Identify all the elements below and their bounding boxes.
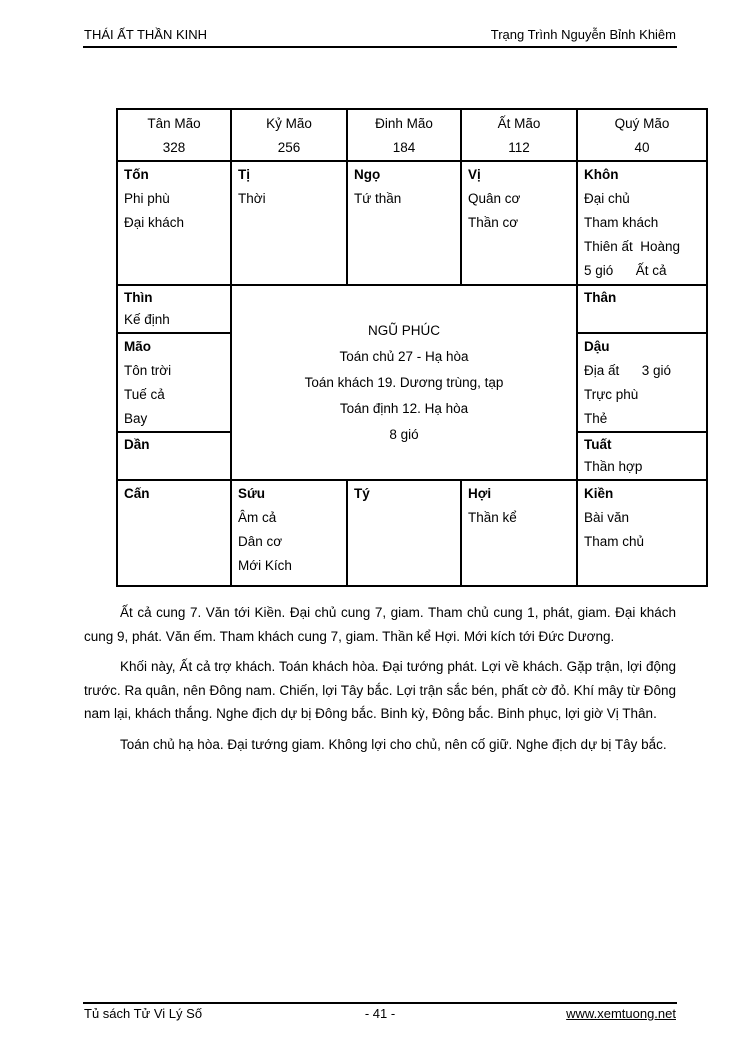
cell-kien — [577, 480, 707, 586]
cell-vi — [461, 161, 577, 285]
year-name: Đinh Mão — [375, 116, 433, 131]
palace-line: Âm cả — [238, 510, 277, 525]
palace-line: Thần hợp — [584, 459, 643, 474]
year-cell-at-mao — [461, 109, 577, 161]
cell-dan — [117, 432, 231, 480]
cell-can — [117, 480, 231, 586]
palace-line: Tứ thần — [354, 191, 402, 206]
palace-line: Địa ất 3 gió — [584, 363, 672, 378]
palace-line: Trực phù — [584, 387, 639, 402]
website-link[interactable]: www.xemtuong.net — [566, 1006, 676, 1021]
cell-ti — [231, 161, 347, 285]
cell-ton — [117, 161, 231, 285]
palace-title: Tị — [238, 167, 250, 182]
cell-mao — [117, 333, 231, 432]
palace-title: Dậu — [584, 339, 610, 354]
chart-center-line: 8 gió — [389, 426, 419, 442]
cell-thin — [117, 285, 231, 333]
palace-title: Sứu — [238, 486, 266, 501]
palace-line: Thiên ất Hoàng — [584, 239, 681, 254]
year-cell-ky-mao — [231, 109, 347, 161]
cell-khon — [577, 161, 707, 285]
thai-at-chart — [116, 108, 708, 587]
page-footer — [84, 1006, 676, 1021]
paragraph: Toán chủ hạ hòa. Đại tướng giam. Không lợi cho chủ, nên cố giữ. Nghe địch dự bị Tây bắc. — [120, 736, 667, 752]
palace-title: Kiền — [584, 486, 614, 501]
palace-line: 5 gió Ất cả — [584, 263, 667, 278]
palace-title: Dần — [124, 437, 150, 452]
palace-line: Tôn trời — [124, 363, 172, 378]
paragraph: Ất cả cung 7. Văn tới Kiền. Đại chủ cung 7, giam. Tham chủ cung 1, phát, giam. Đại khách cung 9, phát. Văn ếm. Tham khách cung 7, giam. Thần kể Hợi. Mới kích tới Đức Dương. — [84, 605, 676, 644]
palace-line: Thời — [238, 191, 266, 206]
palace-title: Thìn — [124, 290, 153, 305]
year-cell-tan-mao — [117, 109, 231, 161]
cell-hoi — [461, 480, 577, 586]
chart-center-line: Toán chủ 27 - Hạ hòa — [339, 348, 469, 364]
palace-title: Tốn — [124, 167, 149, 182]
palace-line: Đại khách — [124, 215, 185, 230]
palace-line: Quân cơ — [468, 191, 521, 206]
cell-ngo — [347, 161, 461, 285]
year-name: Kỷ Mão — [266, 116, 312, 131]
year-value: 40 — [634, 140, 650, 155]
series-title: Tủ sách Tử Vi Lý Số — [84, 1006, 203, 1021]
palace-line: Bay — [124, 411, 148, 426]
palace-line: Tham khách — [584, 215, 659, 230]
header-rule — [83, 46, 677, 48]
year-value: 112 — [508, 140, 530, 155]
palace-line: Mới Kích — [238, 558, 292, 573]
book-title: THÁI ẤT THẦN KINH — [84, 27, 208, 42]
palace-line: Thần kể — [468, 510, 517, 525]
palace-line: Bài văn — [584, 510, 630, 525]
body-text — [84, 601, 676, 763]
page-number: - 41 - — [364, 1006, 396, 1021]
palace-title: Hợi — [468, 486, 492, 501]
palace-title: Khôn — [584, 167, 619, 182]
palace-line: Kế định — [124, 312, 170, 327]
paragraph: Khối này, Ất cả trợ khách. Toán khách hòa. Đại tướng phát. Lợi về khách. Gặp trận, lợi động trước. Ra quân, nên Đông nam. Chiến, lợi Tây bắc. Lợi trận sắc bén, phất cờ đỏ. Khí mây từ Đông nam lại, khách thắng. Nghe địch dự bị Đông bắc. Binh kỳ, Đông bắc. Binh phục, lợi giờ Vị Thân. — [84, 659, 676, 721]
cell-ty — [347, 480, 461, 586]
palace-line: Dân cơ — [238, 534, 283, 549]
palace-line: Tuế cả — [124, 387, 165, 402]
cell-tuat — [577, 432, 707, 480]
palace-title: Cấn — [124, 486, 150, 501]
author-name: Trạng Trình Nguyễn Bỉnh Khiêm — [490, 27, 676, 42]
chart-center-title: NGŨ PHÚC — [367, 322, 440, 338]
cell-than — [577, 285, 707, 333]
palace-line: Đại chủ — [584, 191, 630, 206]
palace-title: Thân — [584, 290, 617, 305]
footer-rule — [83, 1002, 677, 1004]
cell-dau — [577, 333, 707, 432]
palace-line: Tham chủ — [584, 534, 645, 549]
year-name: Quý Mão — [614, 116, 670, 131]
palace-title: Tuất — [584, 437, 612, 452]
year-cell-quy-mao — [577, 109, 707, 161]
palace-title: Mão — [124, 339, 151, 354]
year-value: 256 — [277, 140, 301, 155]
year-cell-dinh-mao — [347, 109, 461, 161]
palace-line: Thẻ — [584, 411, 608, 426]
chart-center-line: Toán khách 19. Dương trùng, tạp — [304, 374, 504, 390]
cell-suu — [231, 480, 347, 586]
year-name: Tân Mão — [147, 116, 201, 131]
palace-title: Vị — [468, 167, 481, 182]
year-value: 328 — [162, 140, 186, 155]
palace-title: Ngọ — [354, 167, 381, 182]
year-value: 184 — [392, 140, 416, 155]
year-name: Ất Mão — [497, 116, 541, 131]
palace-line: Phi phù — [124, 191, 170, 206]
center-cell-ngu-phuc — [231, 285, 577, 480]
chart-center-line: Toán định 12. Hạ hòa — [339, 400, 469, 416]
page-header — [84, 27, 676, 42]
palace-line: Thần cơ — [468, 215, 519, 230]
palace-title: Tý — [354, 486, 370, 501]
